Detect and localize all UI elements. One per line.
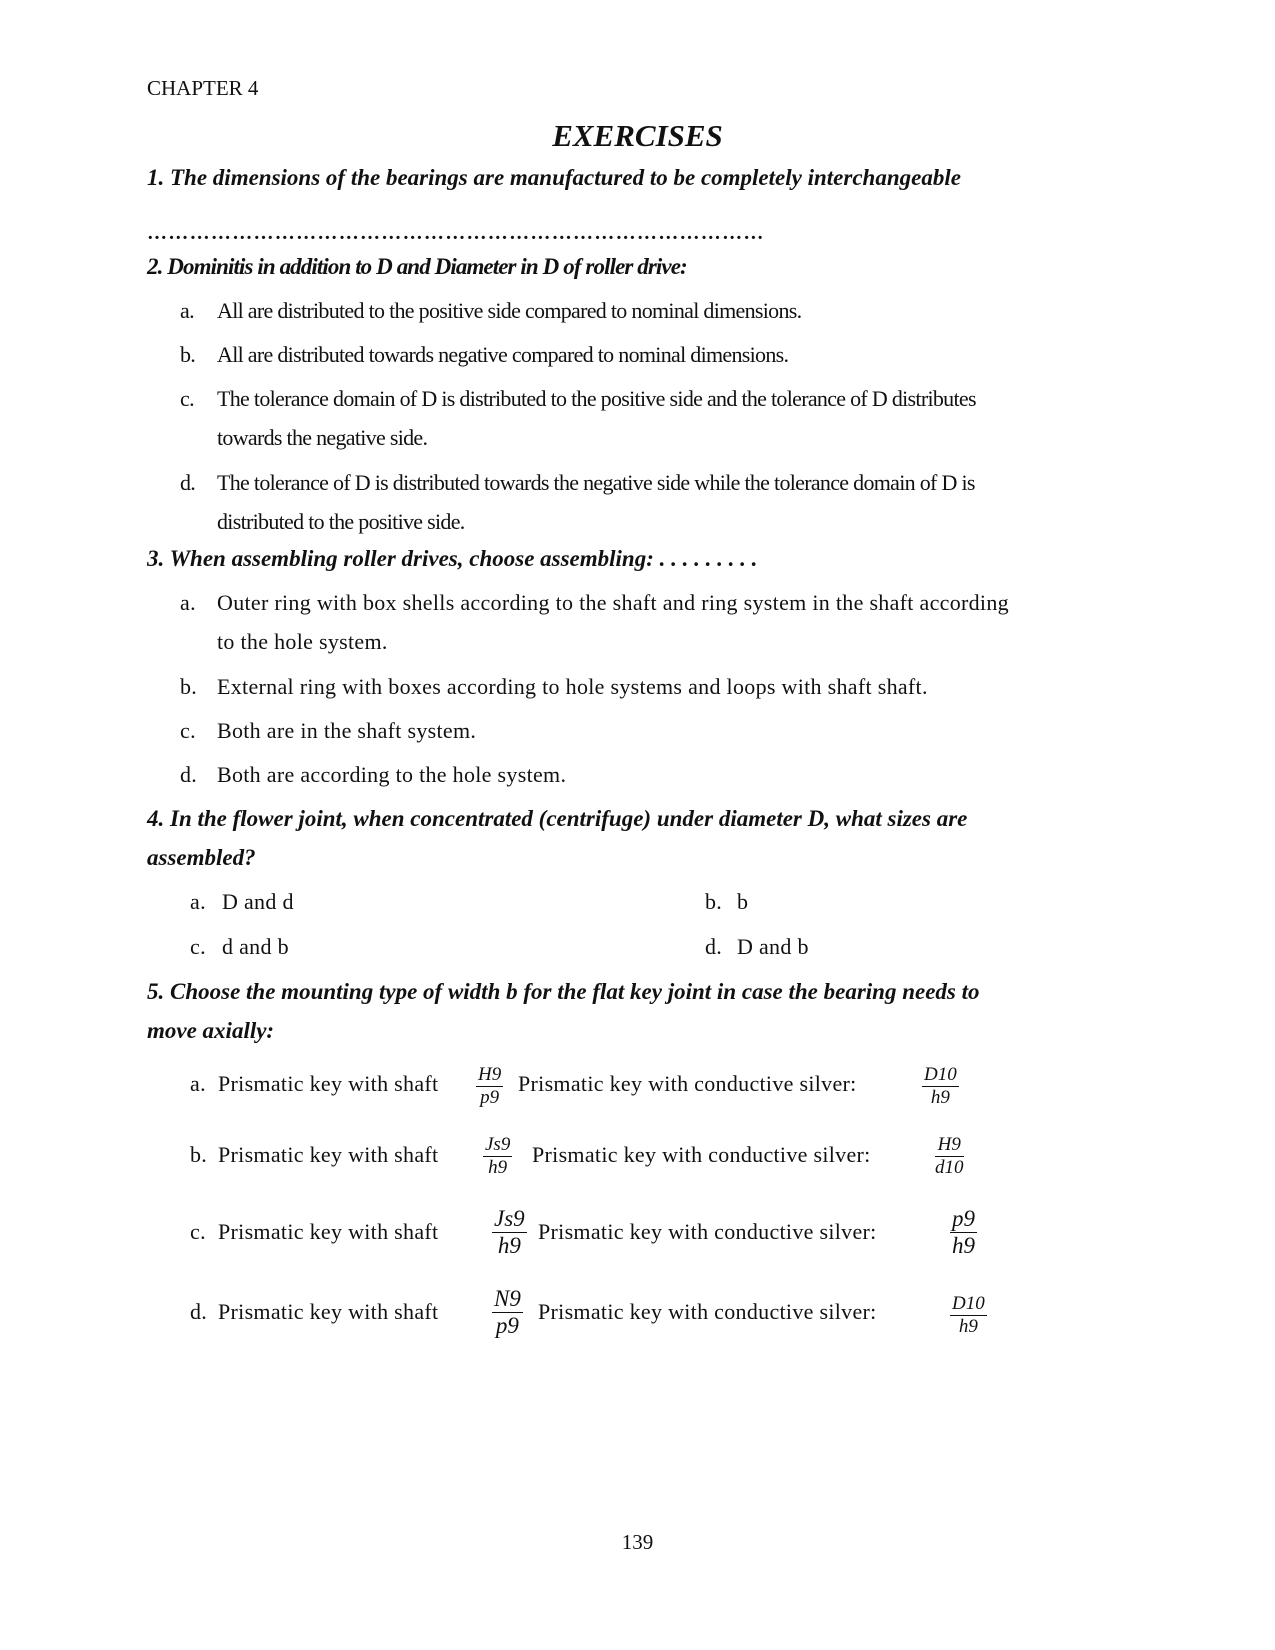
question-4-continued: assembled? [147,845,256,870]
q5-option-a-shaft-fit [476,1064,503,1109]
option-label: a. [180,590,196,615]
option-label: c. [180,718,196,743]
fraction-numerator: N9 [492,1286,523,1313]
option-label: b. [705,889,723,914]
option-text: D and b [737,934,809,959]
question-1: 1. The dimensions of the bearings are manufactured to be completely interchangeable [147,165,961,190]
fraction-denominator: h9 [952,1233,975,1259]
q5-option-d-label: d. [190,1299,208,1324]
fraction-numerator: D10 [952,1293,985,1314]
fraction-numerator: H9 [478,1064,502,1085]
q5-option-c-label: c. [190,1219,206,1244]
option-label: b. [180,342,196,367]
option-text: Outer ring with box shells according to the shaft and ring system in the shaft according [217,590,1009,615]
q5-option-b-label: b. [190,1142,208,1167]
fraction-denominator: h9 [930,1086,950,1108]
option-text: The tolerance domain of D is distributed to the positive side and the tolerance of D distributes [217,386,976,411]
q5-option-a-label: a. [190,1071,206,1096]
q5-option-b-silver-text: Prismatic key with conductive silver: [532,1142,871,1167]
q5-option-c-shaft-fit [492,1206,527,1260]
option-label: a. [190,889,206,914]
q5-option-b-shaft-text: Prismatic key with shaft [218,1142,439,1167]
page-title: EXERCISES [552,118,723,153]
fraction-denominator: p9 [480,1086,500,1108]
q5-option-b-shaft-fit [483,1134,512,1179]
fraction-numerator: D10 [924,1064,957,1085]
page-number: 139 [621,1530,654,1554]
fraction-numerator: H9 [935,1134,964,1157]
question-5: 5. Choose the mounting type of width b for the flat key joint in case the bearing needs to [147,979,980,1004]
q5-option-a-shaft-text: Prismatic key with shaft [218,1071,439,1096]
question-2: 2. Dominitis in addition to D and Diameter in D of roller drive: [147,254,687,279]
option-label: c. [190,934,206,959]
q5-option-c-silver-text: Prismatic key with conductive silver: [538,1219,877,1244]
option-label: c. [180,386,194,411]
option-label: d. [705,934,723,959]
q5-option-a-silver-fit [922,1064,959,1109]
option-label: a. [180,298,194,323]
option-label: d. [180,762,198,787]
option-label: d. [180,470,196,495]
chapter-label: CHAPTER 4 [147,76,259,100]
option-text: b [737,889,749,914]
q5-option-d-silver-fit [950,1293,987,1338]
q5-option-d-shaft-fit [492,1286,523,1340]
option-text: External ring with boxes according to hole systems and loops with shaft shaft. [217,674,928,699]
question-5-continued: move axially: [147,1018,275,1043]
fraction-denominator: h9 [497,1233,521,1259]
option-label: b. [180,674,198,699]
option-text: d and b [222,934,289,959]
option-text-continued: to the hole system. [217,629,388,654]
q5-option-c-silver-fit [950,1206,977,1260]
answer-blank: …………………………………………………………………………… [147,222,765,244]
question-3: 3. When assembling roller drives, choose assembling: . . . . . . . . . [147,546,758,571]
question-4: 4. In the flower joint, when concentrated (centrifuge) under diameter D, what sizes are [147,806,968,831]
fraction-denominator: p9 [495,1313,519,1339]
q5-option-c-shaft-text: Prismatic key with shaft [218,1219,439,1244]
fraction-numerator: p9 [950,1206,977,1233]
q5-option-d-silver-text: Prismatic key with conductive silver: [538,1299,877,1324]
option-text-continued: towards the negative side. [217,425,428,450]
fraction-denominator: h9 [958,1315,978,1337]
q5-option-a-silver-text: Prismatic key with conductive silver: [518,1071,857,1096]
option-text: Both are according to the hole system. [217,762,567,787]
option-text: Both are in the shaft system. [217,718,477,743]
fraction-denominator: h9 [488,1156,508,1178]
option-text-continued: distributed to the positive side. [217,509,465,534]
fraction-denominator: d10 [935,1156,964,1178]
option-text: D and d [222,889,294,914]
q5-option-b-silver-fit [935,1134,964,1179]
option-text: The tolerance of D is distributed towards the negative side while the tolerance domain of D is [217,470,975,495]
q5-option-d-shaft-text: Prismatic key with shaft [218,1299,439,1324]
option-text: All are distributed towards negative compared to nominal dimensions. [217,342,789,367]
fraction-numerator: Js9 [492,1206,527,1233]
option-text: All are distributed to the positive side compared to nominal dimensions. [217,298,802,323]
fraction-numerator: Js9 [485,1134,511,1155]
